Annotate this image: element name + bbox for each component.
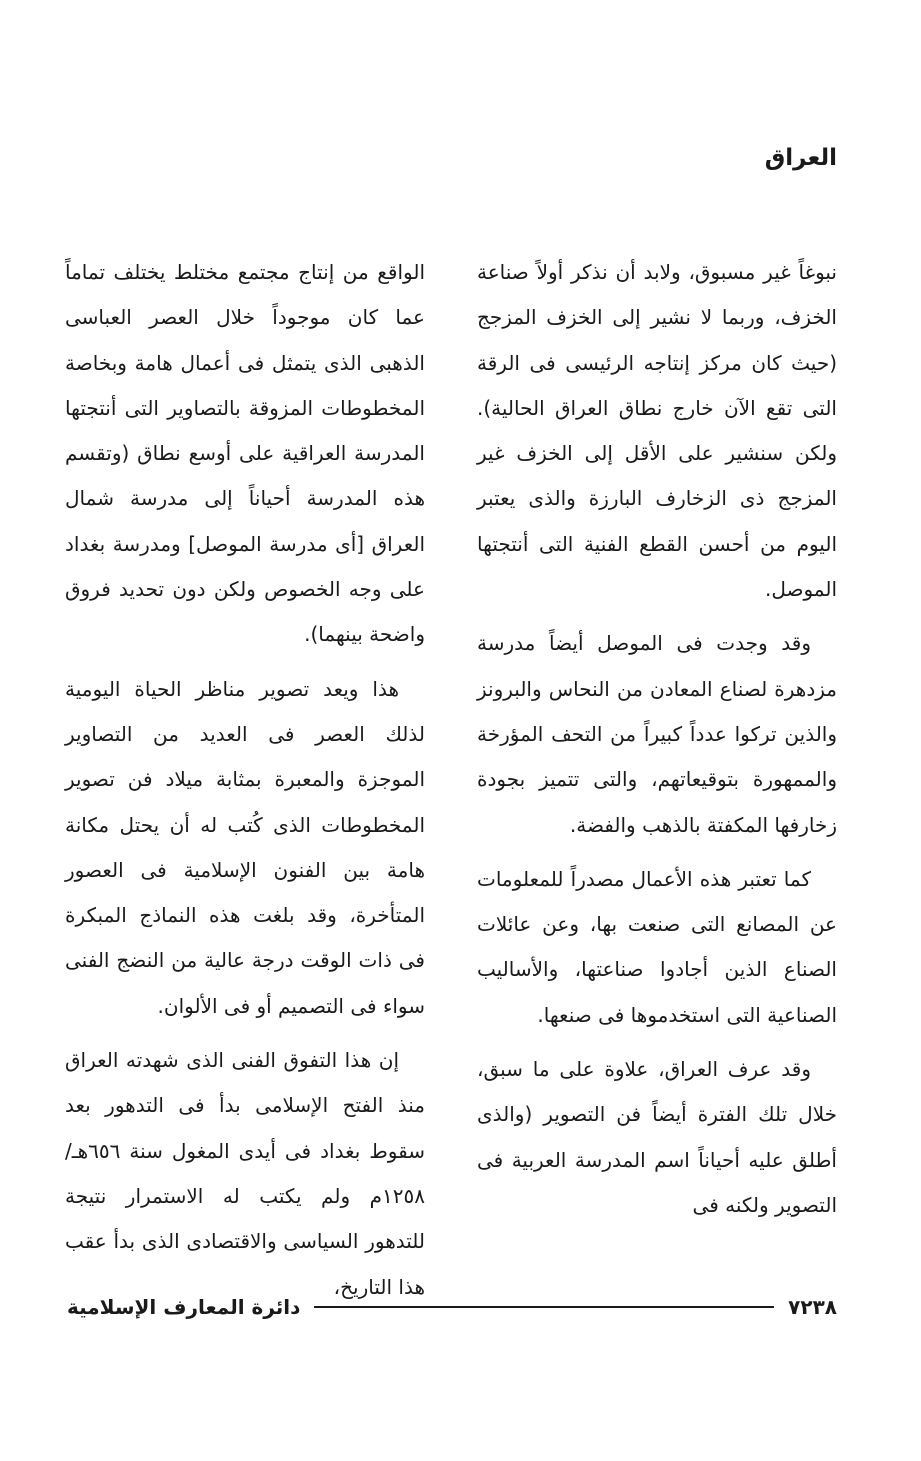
page-footer bbox=[67, 1289, 837, 1325]
paragraph: وقد عرف العراق، علاوة على ما سبق، خلال تلك الفترة أيضاً فن التصوير (والذى أطلق عليه أحياناً اسم المدرسة العربية فى التصوير ولكنه فى bbox=[477, 1057, 837, 1217]
running-head-title: العراق bbox=[764, 145, 837, 171]
paragraph: كما تعتبر هذه الأعمال مصدراً للمعلومات عن المصانع التى صنعت بها، وعن عائلات الصناع الذين أجادوا صناعتها، والأساليب الصناعية التى استخدموها فى صنعها. bbox=[477, 866, 837, 1027]
text-column-left bbox=[65, 250, 425, 1319]
paragraph: هذا ويعد تصوير مناظر الحياة اليومية لذلك العصر فى العديد من التصاوير الموجزة والمعبرة بمثابة ميلاد فن تصوير المخطوطات الذى كُتب له أن يحتل مكانة هامة بين الفنون الإسلامية فى العصور المتأخرة، وقد بلغت هذه النماذج المبكرة فى ذات الوقت درجة عالية من النضج الفنى سواء فى التصميم أو فى الألوان. bbox=[65, 676, 425, 1018]
page-number: ٧٢٣٨ bbox=[788, 1295, 837, 1319]
paragraph: وقد وجدت فى الموصل أيضاً مدرسة مزدهرة لصناع المعادن من النحاس والبرونز والذين تركوا عدداً كبيراً من التحف المؤرخة والممهورة بتوقيعاتهم، والتى تتميز بجودة زخارفها المكفتة بالذهب والفضة. bbox=[477, 631, 837, 837]
publication-title: دائرة المعارف الإسلامية bbox=[67, 1295, 301, 1319]
paragraph: الواقع من إنتاج مجتمع مختلط يختلف تماماً عما كان موجوداً خلال العصر العباسى الذهبى الذى يتمثل فى أعمال هامة وبخاصة المخطوطات المزوقة بالتصاوير التى أنتجتها المدرسة العراقية على أوسع نطاق (وتقسم هذه المدرسة أحياناً إلى مدرسة شمال العراق [أى مدرسة الموصل] ومدرسة بغداد على وجه الخصوص ولكن دون تحديد فروق واضحة بينهما). bbox=[65, 260, 425, 647]
text-column-right bbox=[477, 250, 837, 1237]
paragraph: نبوغاً غير مسبوق، ولابد أن نذكر أولاً صناعة الخزف، وربما لا نشير إلى الخزف المزجج (حيث كان مركز إنتاجه الرئيسى فى الرقة التى تقع الآن خارج نطاق العراق الحالية). ولكن سنشير على الأقل إلى الخزف غير المزجج ذى الزخارف البارزة والذى يعتبر اليوم من أحسن القطع الفنية التى أنتجتها الموصل. bbox=[477, 260, 837, 602]
paragraph: إن هذا التفوق الفنى الذى شهدته العراق منذ الفتح الإسلامى بدأ فى التدهور بعد سقوط بغداد فى أيدى المغول سنة ٦٥٦هـ/١٢٥٨م ولم يكتب له الاستمرار نتيجة للتدهور السياسى والاقتصادى الذى بدأ عقب هذا التاريخ، bbox=[65, 1048, 425, 1299]
footer-rule bbox=[314, 1306, 774, 1308]
